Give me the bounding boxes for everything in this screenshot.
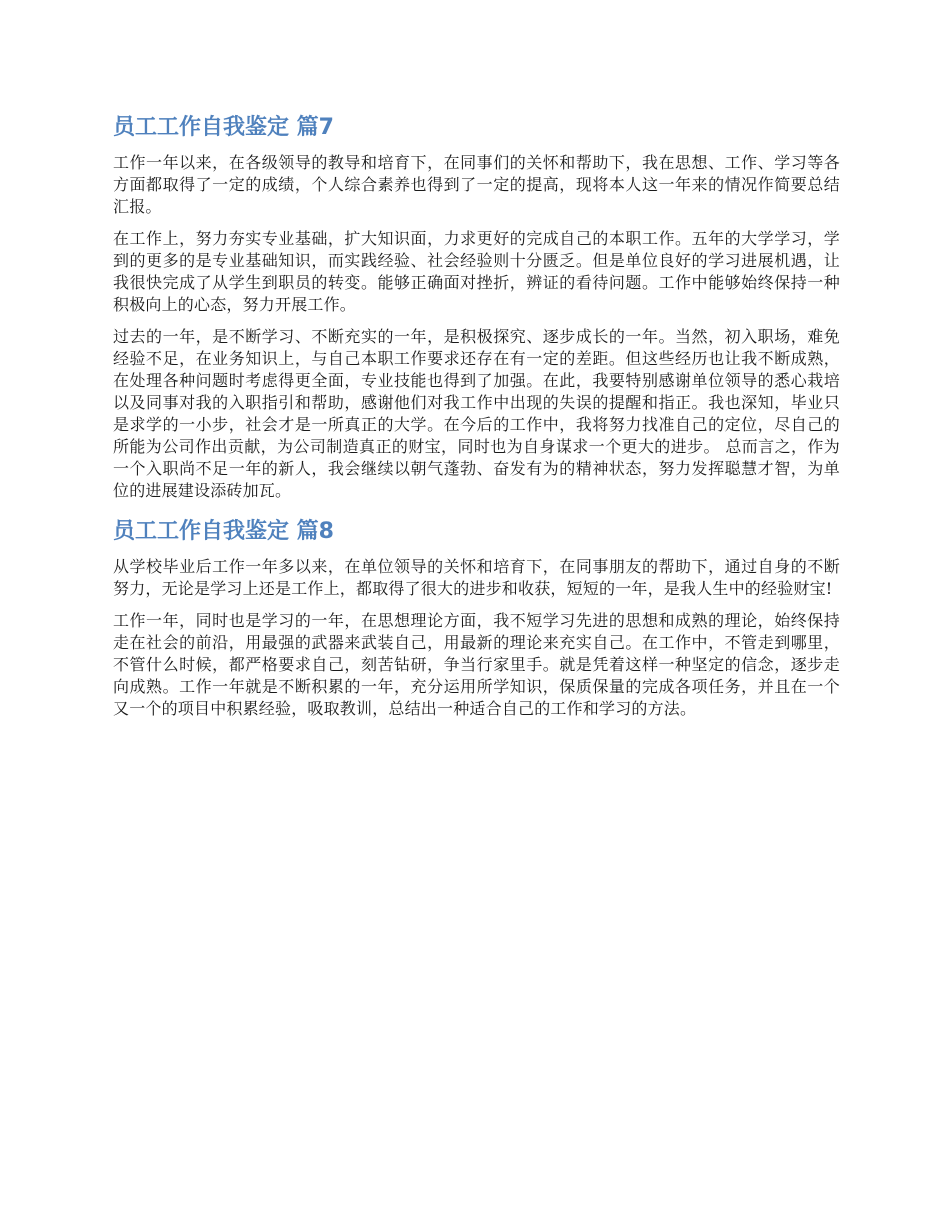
paragraph: 在工作上，努力夯实专业基础，扩大知识面，力求更好的完成自己的本职工作。五年的大学学习，学到的更多的是专业基础知识，而实践经验、社会经验则十分匮乏。但是单位良好的学习进展机遇，让我很快完成了从学生到职员的转变。能够正确面对挫折，辨证的看待问题。工作中能够始终保持一种积极向上的心态，努力开展工作。: [113, 229, 840, 314]
paragraph: 过去的一年，是不断学习、不断充实的一年，是积极探究、逐步成长的一年。当然，初入职场，难免经验不足，在业务知识上，与自己本职工作要求还存在有一定的差距。但这些经历也让我不断成熟，在处理各种问题时考虑得更全面，专业技能也得到了加强。在此，我要特别感谢单位领导的悉心栽培以及同事对我的入职指引和帮助，感谢他们对我工作中出现的失误的提醒和指正。我也深知，毕业只是求学的一小步，社会才是一所真正的大学。在今后的工作中，我将努力找准自己的定位，尽自己的所能为公司作出贡献，为公司制造真正的财宝，同时也为自身谋求一个更大的进步。 总而言之，作为一个入职尚不足一年的新人，我会继续以朝气蓬勃、奋发有为的精神状态，努力发挥聪慧才智，为单位的进展建设添砖加瓦。: [113, 327, 840, 500]
document-page: [113, 108, 840, 730]
section-title-8: 员工工作自我鉴定 篇8: [113, 519, 334, 544]
section-title-7: 员工工作自我鉴定 篇7: [113, 115, 334, 140]
paragraph: 工作一年，同时也是学习的一年，在思想理论方面，我不短学习先进的思想和成熟的理论，始终保持走在社会的前沿，用最强的武器来武装自己，用最新的理论来充实自己。在工作中，不管走到哪里，不管什么时候，都严格要求自己，刻苦钻研，争当行家里手。就是凭着这样一种坚定的信念，逐步走向成熟。工作一年就是不断积累的一年，充分运用所学知识，保质保量的完成各项任务，并且在一个又一个的项目中积累经验，吸取教训，总结出一种适合自己的工作和学习的方法。: [113, 611, 840, 718]
paragraph: 工作一年以来，在各级领导的教导和培育下，在同事们的关怀和帮助下，我在思想、工作、学习等各方面都取得了一定的成绩，个人综合素养也得到了一定的提高，现将本人这一年来的情况作简要总结汇报。: [113, 153, 840, 216]
paragraph: 从学校毕业后工作一年多以来，在单位领导的关怀和培育下，在同事朋友的帮助下，通过自身的不断努力，无论是学习上还是工作上，都取得了很大的进步和收获，短短的一年，是我人生中的经验财宝!: [113, 557, 840, 598]
